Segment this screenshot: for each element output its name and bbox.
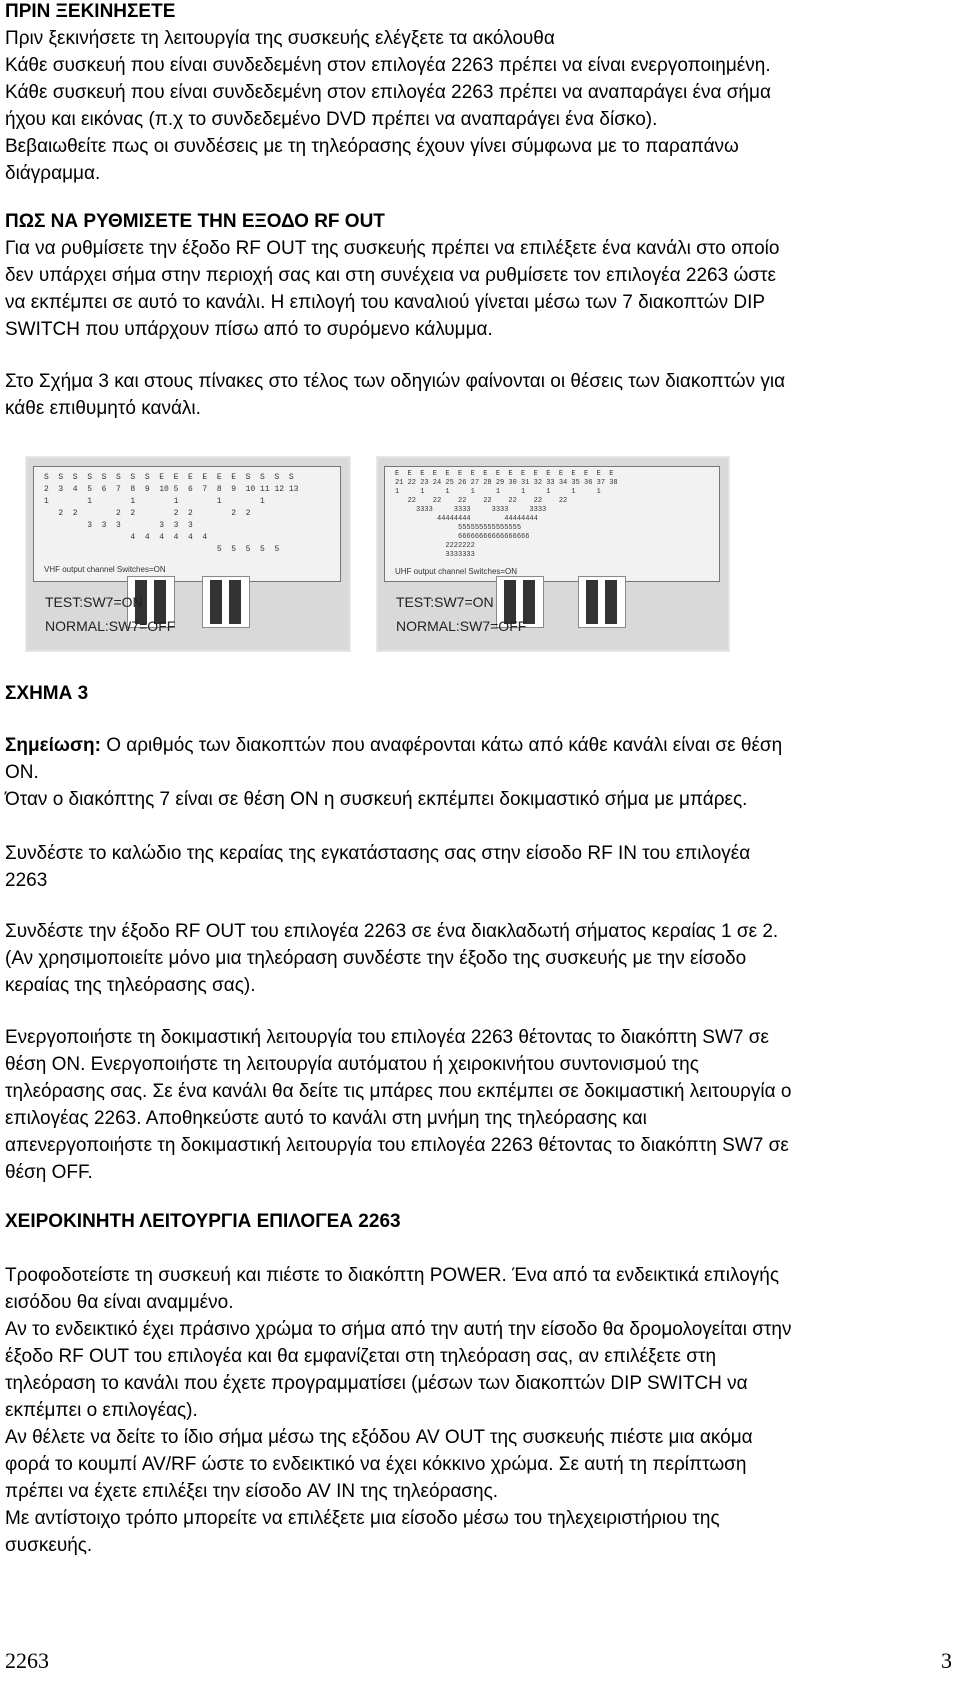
dip-slot (605, 580, 617, 624)
section-before-start (5, 0, 955, 187)
text-line: (Αν χρησιμοποιείτε μόνο μια τηλεόραση συνδέστε την έξοδο της συσκευής με την είσοδο (5, 948, 747, 969)
text-line: Συνδέστε το καλώδιο της κεραίας της εγκατάστασης σας στην είσοδο RF IN του επιλογέα (5, 843, 751, 864)
text-line: ON. (5, 762, 39, 783)
table-row: S S S S S S S S E E E E E E S S S S (44, 473, 294, 482)
table-row: 44444444 44444444 (395, 515, 538, 523)
table-row: 4 4 4 4 4 4 (44, 533, 208, 542)
text-line: Τροφοδοτείστε τη συσκευή και πιέστε το διακόπτη POWER. Ένα από τα ενδεικτικά επιλογής (5, 1265, 779, 1286)
text-line: Κάθε συσκευή που είναι συνδεδεμένη στον επιλογέα 2263 πρέπει να αναπαράγει ένα σήμα (5, 82, 771, 103)
table-row: 1 1 1 1 1 1 (44, 497, 265, 506)
note-label: Σημείωση: (5, 735, 101, 756)
text-line: Για να ρυθμίσετε την έξοδο RF OUT της συσκευής πρέπει να επιλέξετε ένα κανάλι στο οποίο (5, 238, 780, 259)
table-row: 3333 3333 3333 3333 (395, 506, 547, 514)
table-row: 3333333 (395, 551, 475, 559)
text-line: πρέπει να έχετε επιλέξει την είσοδο AV IN της τηλεόρασης. (5, 1481, 499, 1502)
text-line: θέση OFF. (5, 1162, 93, 1183)
text-line: Κάθε συσκευή που είναι συνδεδεμένη στον επιλογέα 2263 πρέπει να είναι ενεργοποιημένη. (5, 55, 771, 76)
dip-slot (586, 580, 598, 624)
text-line: Πριν ξεκινήσετε τη λειτουργία της συσκευής ελέγξετε τα ακόλουθα (5, 28, 555, 49)
paragraph-splitter (5, 918, 955, 999)
table-row: 2 2 2 2 2 2 2 2 (44, 509, 251, 518)
text-line: συσκευής. (5, 1535, 93, 1556)
table-row: 2222222 (395, 542, 475, 550)
normal-label: NORMAL:SW7=OFF (45, 618, 176, 634)
text-line: κεραίας της τηλεόρασης σας). (5, 975, 256, 996)
paragraph-test-mode (5, 1024, 955, 1186)
text-line: φορά το κουμπί AV/RF ώστε το ενδεικτικό να έχει κόκκινο χρώμα. Σε αυτή τη περίπτωση (5, 1454, 747, 1475)
table-row: 21 22 23 24 25 26 27 28 29 30 31 32 33 34 35 36 37 38 (395, 479, 618, 487)
dip-switch-block (202, 576, 250, 628)
text-line: Με αντίστοιχο τρόπο μπορείτε να επιλέξετε μια είσοδο μέσω του τηλεχειριστήριου της (5, 1508, 720, 1529)
dip-switch-figure-uhf (376, 456, 730, 652)
section-manual-operation (5, 1208, 955, 1235)
test-label: TEST:SW7=ON (45, 594, 143, 610)
text-line: εισόδου θα είναι αναμμένο. (5, 1292, 234, 1313)
text-line: κάθε επιθυμητό κανάλι. (5, 398, 201, 419)
note-paragraph (5, 732, 955, 813)
figure-caption: ΣΧΗΜΑ 3 (5, 683, 89, 704)
text-line: διάγραμμα. (5, 163, 101, 184)
paragraph-antenna (5, 840, 955, 894)
dip-switch-figure-vhf (25, 456, 351, 652)
normal-label: NORMAL:SW7=OFF (396, 618, 527, 634)
text-line: τηλεόρασης σας. Σε ένα κανάλι θα δείτε τις μπάρες που εκπέμπει σε δοκιμαστική λειτουργία ο (5, 1081, 792, 1102)
channel-table (33, 466, 341, 582)
page-number: 3 (941, 1648, 952, 1673)
text-line: εκπέμπει ο επιλογέας). (5, 1400, 198, 1421)
text-line: απενεργοποιήστε τη δοκιμαστική λειτουργία του επιλογέα 2263 θέτοντας το διακόπτη SW7 σε (5, 1135, 789, 1156)
text-line: 2263 (5, 870, 48, 891)
table-row: E E E E E E E E E E E E E E E E E E (395, 470, 614, 478)
table-row: 3 3 3 3 3 3 (44, 521, 193, 530)
text-line: Βεβαιωθείτε πως οι συνδέσεις με τη τηλεόρασης έχουν γίνει σύμφωνα με το παραπάνω (5, 136, 739, 157)
section-rf-out (5, 208, 955, 343)
section-figure-3 (5, 680, 955, 707)
text-line: έξοδο RF OUT του επιλογέα και θα εμφανίζεται στη τηλεόραση σας, αν επιλέξετε στη (5, 1346, 717, 1367)
table-row: 22 22 22 22 22 22 22 (395, 497, 568, 505)
paragraph-figure-ref (5, 368, 955, 422)
text-line: Στο Σχήμα 3 και στους πίνακες στο τέλος των οδηγιών φαίνονται οι θέσεις των διακοπτών για (5, 371, 786, 392)
text-line: επιλογέας 2263. Αποθηκεύστε αυτό το κανάλι στη μνήμη της τηλεόρασης και (5, 1108, 647, 1129)
text-line: δεν υπάρχει σήμα στην περιοχή σας και στη συνέχεια να ρυθμίσετε τον επιλογέα 2263 ώστε (5, 265, 776, 286)
table-row: 2 3 4 5 6 7 8 9 10 5 6 7 8 9 10 11 12 13 (44, 485, 299, 494)
text-line: ήχου και εικόνας (π.χ το συνδεδεμένο DVD πρέπει να αναπαράγει ένα δίσκο). (5, 109, 658, 130)
table-row: 555555555555555 (395, 524, 522, 532)
channel-label: UHF output channel Switches=ON (395, 567, 518, 576)
section-heading: ΠΩΣ ΝΑ ΡΥΘΜΙΣΕΤΕ ΤΗΝ ΕΞΟΔΟ RF OUT (5, 211, 385, 232)
text-line: Ενεργοποιήστε τη δοκιμαστική λειτουργία του επιλογέα 2263 θέτοντας το διακόπτη SW7 σε (5, 1027, 769, 1048)
text-line: Αν το ενδεικτικό έχει πράσινο χρώμα το σήμα από την αυτή την είσοδο θα δρομολογείται στην (5, 1319, 792, 1340)
text-line: SWITCH που υπάρχουν πίσω από το συρόμενο κάλυμμα. (5, 319, 493, 340)
channel-label: VHF output channel Switches=ON (44, 565, 166, 574)
text-line: τηλεόραση το κανάλι που έχετε προγραμματίσει (μέσων των διακοπτών DIP SWITCH να (5, 1373, 748, 1394)
dip-slot (229, 580, 241, 624)
text-line: θέση ON. Ενεργοποιήστε τη λειτουργία αυτόματου ή χειροκινήτου συντονισμού της (5, 1054, 699, 1075)
text-line: να εκπέμπει σε αυτό το κανάλι. Η επιλογή του καναλιού γίνεται μέσω των 7 διακοπτών DIP (5, 292, 766, 313)
text-line: Συνδέστε την έξοδο RF OUT του επιλογέα 2263 σε ένα διακλαδωτή σήματος κεραίας 1 σε 2. (5, 921, 779, 942)
dip-switch-block (578, 576, 626, 628)
channel-table (384, 466, 720, 582)
note-text: Ο αριθμός των διακοπτών που αναφέρονται κάτω από κάθε κανάλι είναι σε θέση (100, 735, 783, 756)
table-row: 5 5 5 5 5 (44, 545, 280, 554)
section-heading: ΧΕΙΡΟΚΙΝΗΤΗ ΛΕΙΤΟΥΡΓΙΑ ΕΠΙΛΟΓΕΑ 2263 (5, 1211, 401, 1232)
text-line: Όταν ο διακόπτης 7 είναι σε θέση ON η συσκευή εκπέμπει δοκιμαστικό σήμα με μπάρες. (5, 789, 748, 810)
test-label: TEST:SW7=ON (396, 594, 494, 610)
section-heading: ΠΡΙΝ ΞΕΚΙΝΗΣΕΤΕ (5, 1, 176, 22)
table-row: 1 1 1 1 1 1 1 1 1 (395, 488, 601, 496)
paragraph-manual (5, 1262, 955, 1559)
footer-model: 2263 (5, 1648, 49, 1673)
dip-slot (210, 580, 222, 624)
text-line: Αν θέλετε να δείτε το ίδιο σήμα μέσω της εξόδου AV OUT της συσκευής πιέστε μια ακόμα (5, 1427, 753, 1448)
table-row: 66666666666666666 (395, 533, 530, 541)
